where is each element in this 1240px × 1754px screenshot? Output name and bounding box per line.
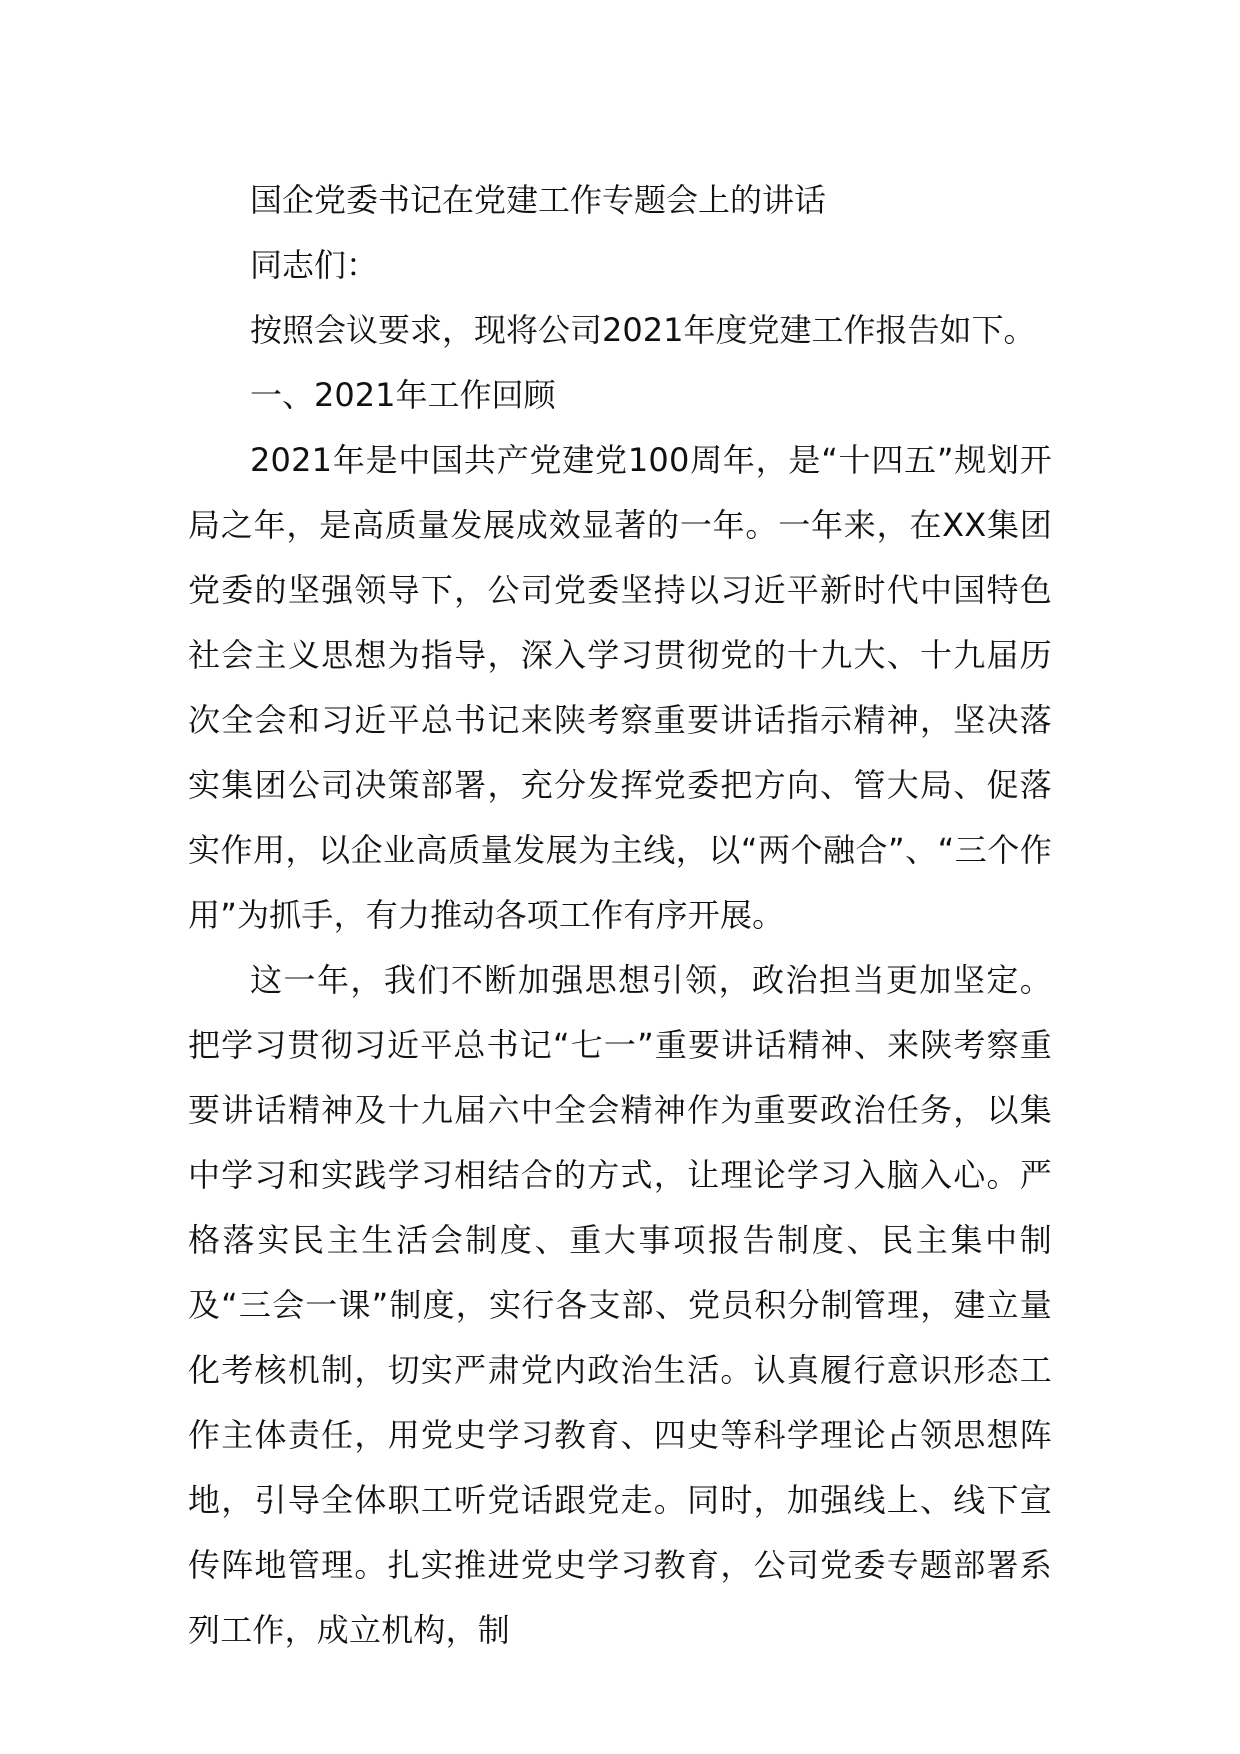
intro-paragraph: 按照会议要求，现将公司2021年度党建工作报告如下。 <box>250 311 1036 349</box>
document-body <box>188 168 1052 1663</box>
body-paragraph: 2021年是中国共产党建党100周年，是“十四五”规划开局之年，是高质量发展成效显著的一年。一年来，在XX集团党委的坚强领导下，公司党委坚持以习近平新时代中国特色社会主义思想为指导，深入学习贯彻党的十九大、十九届历次全会和习近平总书记来陕考察重要讲话指示精神，坚决落实集团公司决策部署，充分发挥党委把方向、管大局、促落实作用，以企业高质量发展为主线，以“两个融合”、“三个作用”为抓手，有力推动各项工作有序开展。 <box>188 441 1052 934</box>
body-paragraph: 这一年，我们不断加强思想引领，政治担当更加坚定。把学习贯彻习近平总书记“七一”重要讲话精神、来陕考察重要讲话精神及十九届六中全会精神作为重要政治任务，以集中学习和实践学习相结合的方式，让理论学习入脑入心。严格落实民主生活会制度、重大事项报告制度、民主集中制及“三会一课”制度，实行各支部、党员积分制管理，建立量化考核机制，切实严肃党内政治生活。认真履行意识形态工作主体责任，用党史学习教育、四史等科学理论占领思想阵地，引导全体职工听党话跟党走。同时，加强线上、线下宣传阵地管理。扎实推进党史学习教育，公司党委专题部署系列工作，成立机构，制 <box>188 961 1052 1649</box>
document-title: 国企党委书记在党建工作专题会上的讲话 <box>250 181 827 219</box>
salutation: 同志们： <box>250 246 379 284</box>
section-heading: 一、2021年工作回顾 <box>250 376 556 414</box>
